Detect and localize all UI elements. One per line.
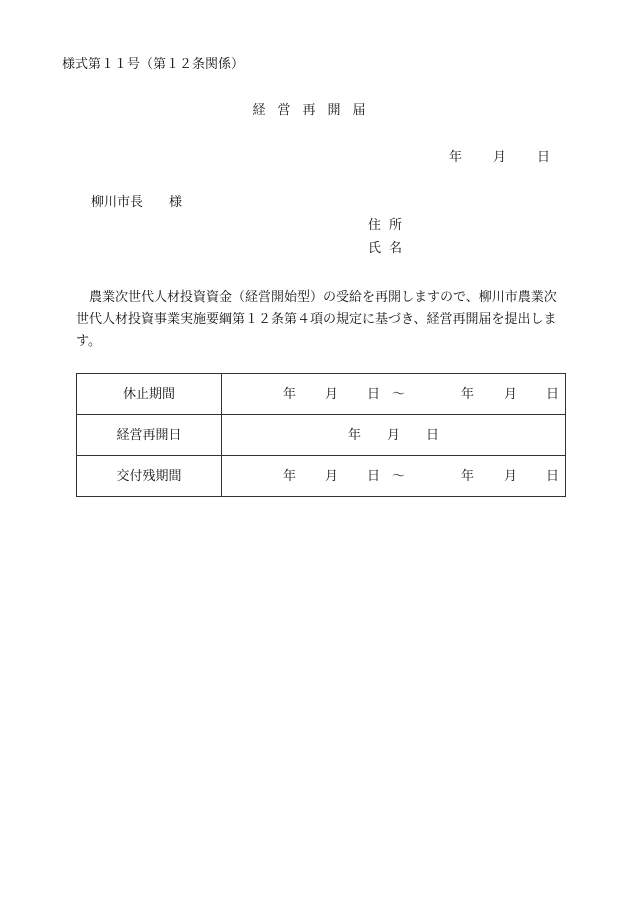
- range-start-year: 年: [283, 469, 297, 484]
- range-end-year: 年: [461, 469, 475, 484]
- table-row-resumption-date: [77, 415, 566, 456]
- resumption-date-label: 経営再開日: [77, 415, 222, 456]
- range-tilde: ～: [392, 387, 406, 402]
- remaining-period-label: 交付残期間: [77, 456, 222, 497]
- range-start-month: 月: [325, 387, 339, 402]
- range-start-day: 日: [367, 387, 381, 402]
- addressee: 柳川市長 様: [91, 195, 183, 210]
- range-tilde: ～: [392, 469, 406, 484]
- date-month-label: 月: [493, 150, 507, 165]
- body-text: 農業次世代人材投資資金（経営開始型）の受給を再開しますので、柳川市農業次世代人材投資事業実施要綱第１２条第４項の規定に基づき、経営再開届を提出します。: [76, 290, 557, 349]
- resumption-date-value: 年 月 日: [222, 415, 566, 456]
- table-row-suspension-period: [77, 374, 566, 415]
- range-end-month: 月: [504, 387, 518, 402]
- suspension-period-value: [222, 374, 566, 415]
- range-end-day: 日: [546, 469, 560, 484]
- date-year-label: 年: [449, 150, 463, 165]
- form-number: 様式第１１号（第１２条関係）: [62, 57, 245, 72]
- range-start-year: 年: [283, 387, 297, 402]
- range-start-day: 日: [367, 469, 381, 484]
- table-row-remaining-period: [77, 456, 566, 497]
- address-label: 住所: [368, 218, 411, 233]
- remaining-period-value: [222, 456, 566, 497]
- range-start-month: 月: [325, 469, 339, 484]
- range-end-year: 年: [461, 387, 475, 402]
- name-label: 氏名: [368, 241, 411, 256]
- submission-date: [449, 151, 550, 164]
- document-title: 経営再開届: [252, 103, 378, 118]
- range-end-month: 月: [504, 469, 518, 484]
- suspension-period-label: 休止期間: [77, 374, 222, 415]
- info-table: [76, 373, 566, 497]
- range-end-day: 日: [546, 387, 560, 402]
- date-day-label: 日: [537, 150, 551, 165]
